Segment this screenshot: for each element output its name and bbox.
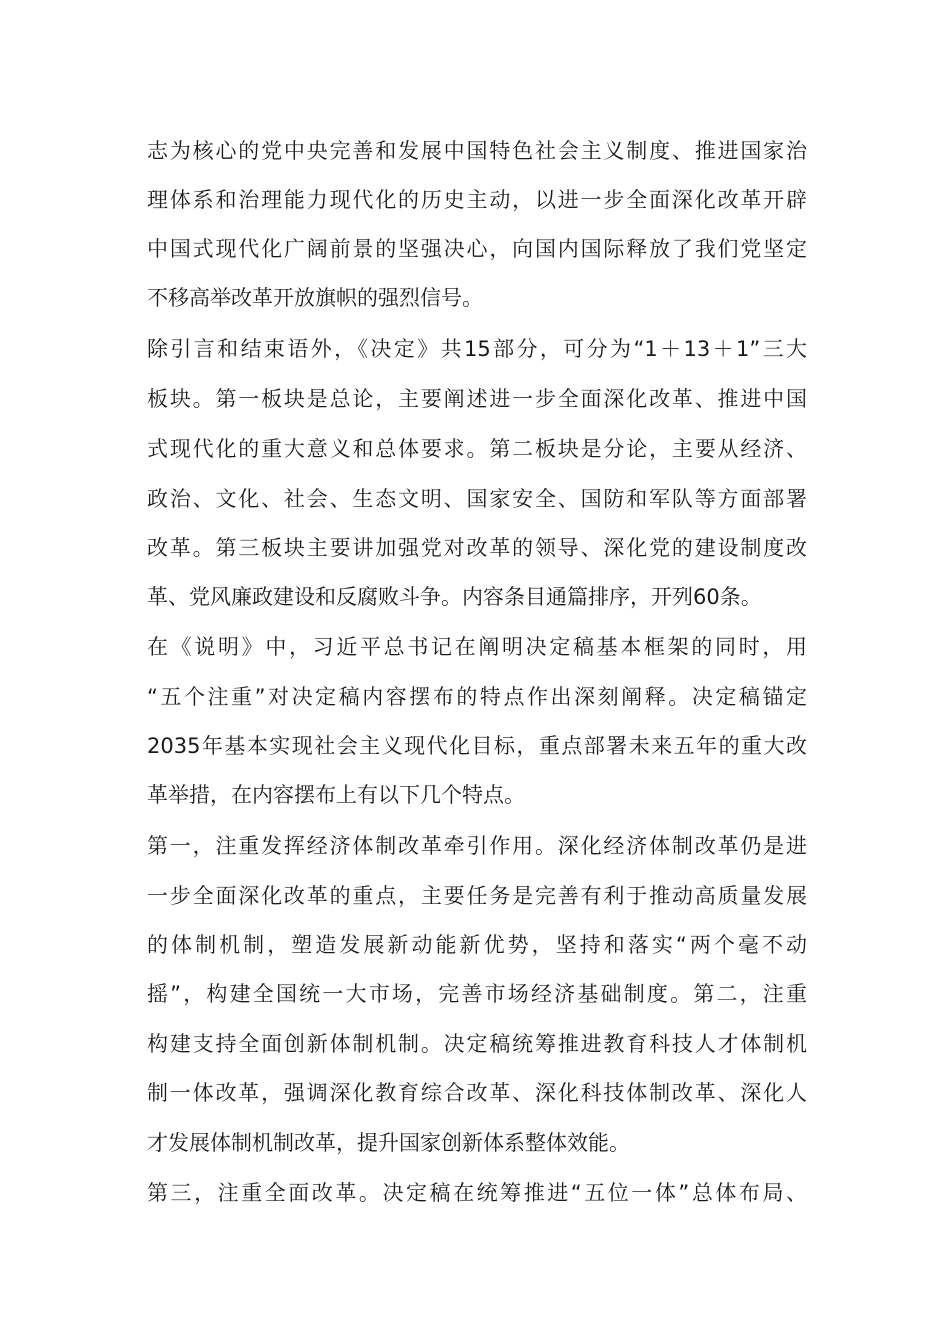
text-line: 第三，注重全面改革。决定稿在统筹推进“五位一体”总体布局、: [147, 1181, 807, 1205]
text-line: 式现代化的重大意义和总体要求。第二板块是分论，主要从经济、: [147, 437, 807, 461]
text-line: 改革。第三板块主要讲加强党对改革的领导、深化党的建设制度改: [147, 536, 807, 560]
text-line: 才发展体制机制改革，提升国家创新体系整体效能。: [147, 1131, 630, 1155]
text-line: 中国式现代化广阔前景的坚强决心，向国内国际释放了我们党坚定: [147, 237, 807, 261]
text-line: 革、党风廉政建设和反腐败斗争。内容条目通篇排序，开列60条。: [147, 585, 762, 609]
text-line: 理体系和治理能力现代化的历史主动，以进一步全面深化改革开辟: [147, 188, 807, 212]
text-line: 革举措，在内容摆布上有以下几个特点。: [147, 783, 525, 807]
text-line: 除引言和结束语外，《决定》共15部分，可分为“1＋13＋1”三大: [147, 337, 807, 361]
text-line: 的体制机制，塑造发展新动能新优势，坚持和落实“两个毫不动: [147, 933, 807, 957]
text-line: 一步全面深化改革的重点，主要任务是完善有利于推动高质量发展: [147, 884, 807, 908]
text-line: 志为核心的党中央完善和发展中国特色社会主义制度、推进国家治: [147, 139, 807, 163]
text-line: 不移高举改革开放旗帜的强烈信号。: [147, 286, 483, 310]
text-line: 第一，注重发挥经济体制改革牵引作用。深化经济体制改革仍是进: [147, 834, 807, 858]
text-line: 在《说明》中，习近平总书记在阐明决定稿基本框架的同时，用: [147, 635, 807, 659]
text-line: 摇”，构建全国统一大市场，完善市场经济基础制度。第二，注重: [147, 982, 807, 1006]
text-line: “五个注重”对决定稿内容摆布的特点作出深刻阐释。决定稿锚定: [147, 685, 807, 709]
text-line: 构建支持全面创新体制机制。决定稿统筹推进教育科技人才体制机: [147, 1032, 807, 1056]
text-line: 板块。第一板块是总论，主要阐述进一步全面深化改革、推进中国: [147, 387, 807, 411]
text-line: 2035年基本实现社会主义现代化目标，重点部署未来五年的重大改: [147, 734, 807, 758]
text-line: 政治、文化、社会、生态文明、国家安全、国防和军队等方面部署: [147, 487, 807, 511]
text-line: 制一体改革，强调深化教育综合改革、深化科技体制改革、深化人: [147, 1081, 807, 1105]
